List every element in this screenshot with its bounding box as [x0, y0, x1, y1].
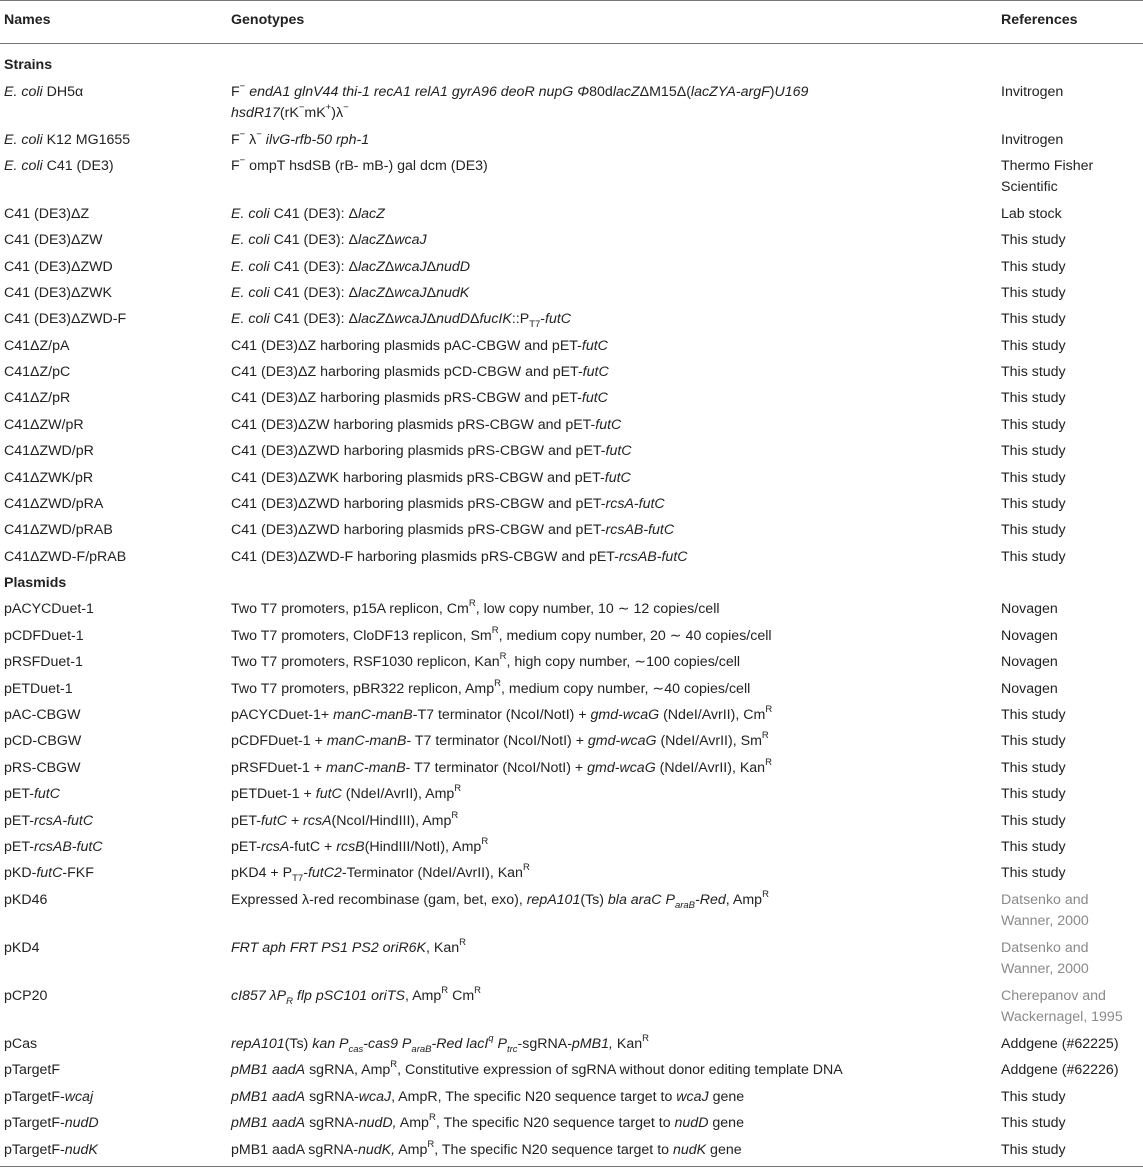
cell-genotype: Two T7 promoters, RSF1030 replicon, Kan$^R$, high copy number, ∼100 copies/cell: [231, 651, 741, 670]
cell-name: pTargetF: [4, 1062, 60, 1078]
cell-genotype: FRT aph FRT PS1 PS2 oriR6K, Kan$^R$: [231, 937, 467, 956]
cell-genotype: pRSFDuet-1 + manC-manB- T7 terminator (NcoI/NotI) + gmd-wcaG (NdeI/AvrII), Kan$^R$: [231, 757, 772, 776]
cell-genotype: C41 (DE3)ΔZWD-F harboring plasmids pRS-CBGW and pET-rcsAB-futC: [231, 549, 688, 565]
table-top-rule: [0, 0, 1143, 1]
cell-genotype: E. coli C41 (DE3): ΔlacZΔwcaJΔnudD: [231, 259, 470, 275]
cell-name: C41 (DE3)ΔZW: [4, 232, 103, 248]
cell-genotype: F− endA1 glnV44 thi-1 recA1 relA1 gyrA96 deoR nupG Φ80dlacZΔM15Δ(lacZYA-argF)U169 hsdR17(rK−mK+)λ−: [231, 81, 809, 121]
cell-reference: This study: [1001, 259, 1066, 275]
cell-name: pETDuet-1: [4, 681, 73, 697]
cell-genotype: C41 (DE3)ΔZW harboring plasmids pRS-CBGW and pET-futC: [231, 417, 622, 433]
cell-reference: Addgene (#62225): [1001, 1036, 1119, 1052]
cell-name: pAC-CBGW: [4, 707, 81, 723]
cell-genotype: pMB1 aadA sgRNA-wcaJ, AmpR, The specific N20 sequence target to wcaJ gene: [231, 1089, 745, 1105]
cell-reference: Novagen: [1001, 654, 1058, 670]
cell-name: E. coli K12 MG1655: [4, 132, 131, 148]
cell-name: pTargetF-nudD: [4, 1115, 99, 1131]
cell-reference: Novagen: [1001, 628, 1058, 644]
cell-reference: Novagen: [1001, 601, 1058, 617]
cell-name: C41ΔZWD-F/pRAB: [4, 549, 127, 565]
header-references: References: [1001, 12, 1078, 28]
cell-reference: This study: [1001, 496, 1066, 512]
cell-name: pCD-CBGW: [4, 733, 82, 749]
cell-genotype: C41 (DE3)ΔZWK harboring plasmids pRS-CBGW and pET-futC: [231, 470, 631, 486]
cell-reference: This study: [1001, 338, 1066, 354]
cell-reference: This study: [1001, 470, 1066, 486]
cell-name: C41 (DE3)ΔZWK: [4, 285, 113, 301]
cell-reference: This study: [1001, 549, 1066, 565]
cell-name: C41ΔZWD/pR: [4, 443, 94, 459]
cell-name: C41ΔZ/pA: [4, 338, 70, 354]
cell-name: pCP20: [4, 988, 48, 1004]
cell-genotype: E. coli C41 (DE3): ΔlacZΔwcaJ: [231, 232, 427, 248]
cell-reference: Datsenko and Wanner, 2000: [1001, 940, 1089, 977]
cell-genotype: C41 (DE3)ΔZ harboring plasmids pCD-CBGW and pET-futC: [231, 364, 609, 380]
cell-name: E. coli C41 (DE3): [4, 158, 114, 174]
cell-genotype: pMB1 aadA sgRNA, Amp$^R$, Constitutive expression of sgRNA without donor editing template DNA: [231, 1059, 843, 1078]
cell-name: pKD-futC-FKF: [4, 865, 94, 881]
cell-genotype: pET-futC + rcsA(NcoI/HindIII), Amp$^R$: [231, 810, 459, 829]
cell-genotype: F− ompT hsdSB (rB- mB-) gal dcm (DE3): [231, 155, 488, 174]
cell-genotype: Expressed λ-red recombinase (gam, bet, exo), repA101(Ts) bla araC $P_{araB}$-Red, Amp$^R$: [231, 889, 769, 911]
cell-genotype: E. coli C41 (DE3): $\Delta lacZ\Delta wcaJ\Delta nudD\Delta fucIK::P_{T7}$-futC: [231, 311, 572, 330]
cell-name: pTargetF-nudK: [4, 1142, 98, 1158]
cell-name: C41ΔZWK/pR: [4, 470, 94, 486]
cell-genotype: repA101(Ts) kan $P_{cas}-cas9$ $P_{araB}$-Red lacI$^q$ $P_{trc}-sgRNA-pMB1$, Kan$^R$: [231, 1033, 649, 1055]
cell-genotype: pACYCDuet-1+ manC-manB-T7 terminator (NcoI/NotI) + gmd-wcaG (NdeI/AvrII), $Cm^R$: [231, 704, 773, 723]
cell-genotype: E. coli C41 (DE3): ΔlacZ: [231, 206, 385, 222]
cell-genotype: C41 (DE3)ΔZ harboring plasmids pRS-CBGW and pET-futC: [231, 390, 608, 406]
cell-genotype: pMB1 aadA sgRNA-nudD, Amp$^R$, The specific N20 sequence target to nudD gene: [231, 1112, 744, 1131]
cell-reference: This study: [1001, 733, 1066, 749]
cell-name: pRSFDuet-1: [4, 654, 83, 670]
cell-name: pTargetF-wcaj: [4, 1089, 94, 1105]
cell-reference: This study: [1001, 865, 1066, 881]
cell-reference: This study: [1001, 707, 1066, 723]
cell-reference: Cherepanov and Wackernagel, 1995: [1001, 988, 1123, 1025]
cell-name: pKD46: [4, 892, 48, 908]
cell-reference: This study: [1001, 839, 1066, 855]
cell-name: C41ΔZ/pR: [4, 390, 71, 406]
header-names: Names: [4, 12, 51, 28]
cell-name: C41ΔZWD/pRAB: [4, 522, 113, 538]
cell-reference: This study: [1001, 390, 1066, 406]
cell-name: pACYCDuet-1: [4, 601, 94, 617]
section-heading: Plasmids: [4, 575, 67, 591]
cell-name: pRS-CBGW: [4, 760, 81, 776]
cell-reference: This study: [1001, 417, 1066, 433]
cell-genotype: C41 (DE3)ΔZWD harboring plasmids pRS-CBGW and pET-futC: [231, 443, 632, 459]
cell-genotype: F− λ− ilvG-rfb-50 rph-1: [231, 129, 370, 148]
cell-name: pCDFDuet-1: [4, 628, 84, 644]
cell-reference: Thermo Fisher Scientific: [1001, 158, 1094, 195]
cell-name: pCas: [4, 1036, 38, 1052]
cell-genotype: pETDuet-1 + futC (NdeI/AvrII), Amp$^R$: [231, 783, 462, 802]
cell-name: pET-futC: [4, 786, 60, 802]
cell-genotype: C41 (DE3)ΔZ harboring plasmids pAC-CBGW and pET-futC: [231, 338, 608, 354]
table-header-rule: [0, 43, 1143, 44]
cell-genotype: C41 (DE3)ΔZWD harboring plasmids pRS-CBGW and pET-rcsAB-futC: [231, 522, 675, 538]
table-bottom-rule: [0, 1166, 1143, 1167]
cell-name: C41 (DE3)ΔZWD-F: [4, 311, 127, 327]
cell-name: pET-rcsAB-futC: [4, 839, 103, 855]
section-heading: Strains: [4, 57, 53, 73]
cell-reference: This study: [1001, 232, 1066, 248]
cell-reference: Novagen: [1001, 681, 1058, 697]
cell-genotype: Two T7 promoters, pBR322 replicon, Amp$^R$, medium copy number, ∼40 copies/cell: [231, 678, 751, 697]
cell-genotype: Two T7 promoters, CloDF13 replicon, $Sm^R$, medium copy number, 20 ∼ 40 copies/cell: [231, 625, 772, 644]
cell-genotype: cI857 $\lambda P_R$ flp pSC101 oriTS, Amp$^R$ $Cm^R$: [231, 985, 482, 1007]
cell-reference: This study: [1001, 813, 1066, 829]
cell-genotype: pMB1 aadA sgRNA-nudK, Amp$^R$, The specific N20 sequence target to nudK gene: [231, 1139, 742, 1158]
cell-reference: This study: [1001, 1089, 1066, 1105]
cell-name: C41ΔZ/pC: [4, 364, 71, 380]
cell-reference: This study: [1001, 364, 1066, 380]
cell-name: pKD4: [4, 940, 40, 956]
cell-name: C41 (DE3)ΔZ: [4, 206, 90, 222]
cell-reference: This study: [1001, 786, 1066, 802]
cell-reference: This study: [1001, 522, 1066, 538]
cell-genotype: pET-rcsA-futC + rcsB(HindIII/NotI), Amp$^R$: [231, 836, 489, 855]
cell-reference: This study: [1001, 1115, 1066, 1131]
cell-genotype: $pKD4 + P_{T7}-futC2$-Terminator (NdeI/AvrII), Kan$^R$: [231, 862, 530, 884]
cell-name: C41ΔZWD/pRA: [4, 496, 104, 512]
cell-reference: This study: [1001, 760, 1066, 776]
cell-reference: This study: [1001, 311, 1066, 327]
cell-genotype: Two T7 promoters, p15A replicon, $Cm^R$, low copy number, 10 ∼ 12 copies/cell: [231, 598, 720, 617]
cell-name: C41ΔZW/pR: [4, 417, 84, 433]
cell-reference: Datsenko and Wanner, 2000: [1001, 892, 1089, 929]
cell-genotype: pCDFDuet-1 + manC-manB- T7 terminator (NcoI/NotI) + gmd-wcaG (NdeI/AvrII), $Sm^R$: [231, 730, 769, 749]
cell-reference: This study: [1001, 443, 1066, 459]
cell-genotype: E. coli C41 (DE3): ΔlacZΔwcaJΔnudK: [231, 285, 470, 301]
cell-name: pET-rcsA-futC: [4, 813, 94, 829]
cell-reference: Lab stock: [1001, 206, 1062, 222]
cell-name: E. coli DH5α: [4, 84, 84, 100]
cell-reference: This study: [1001, 1142, 1066, 1158]
cell-reference: Addgene (#62226): [1001, 1062, 1119, 1078]
header-genotypes: Genotypes: [231, 12, 305, 28]
cell-reference: Invitrogen: [1001, 84, 1064, 100]
cell-reference: Invitrogen: [1001, 132, 1064, 148]
cell-reference: This study: [1001, 285, 1066, 301]
cell-genotype: C41 (DE3)ΔZWD harboring plasmids pRS-CBGW and pET-rcsA-futC: [231, 496, 665, 512]
cell-name: C41 (DE3)ΔZWD: [4, 259, 113, 275]
